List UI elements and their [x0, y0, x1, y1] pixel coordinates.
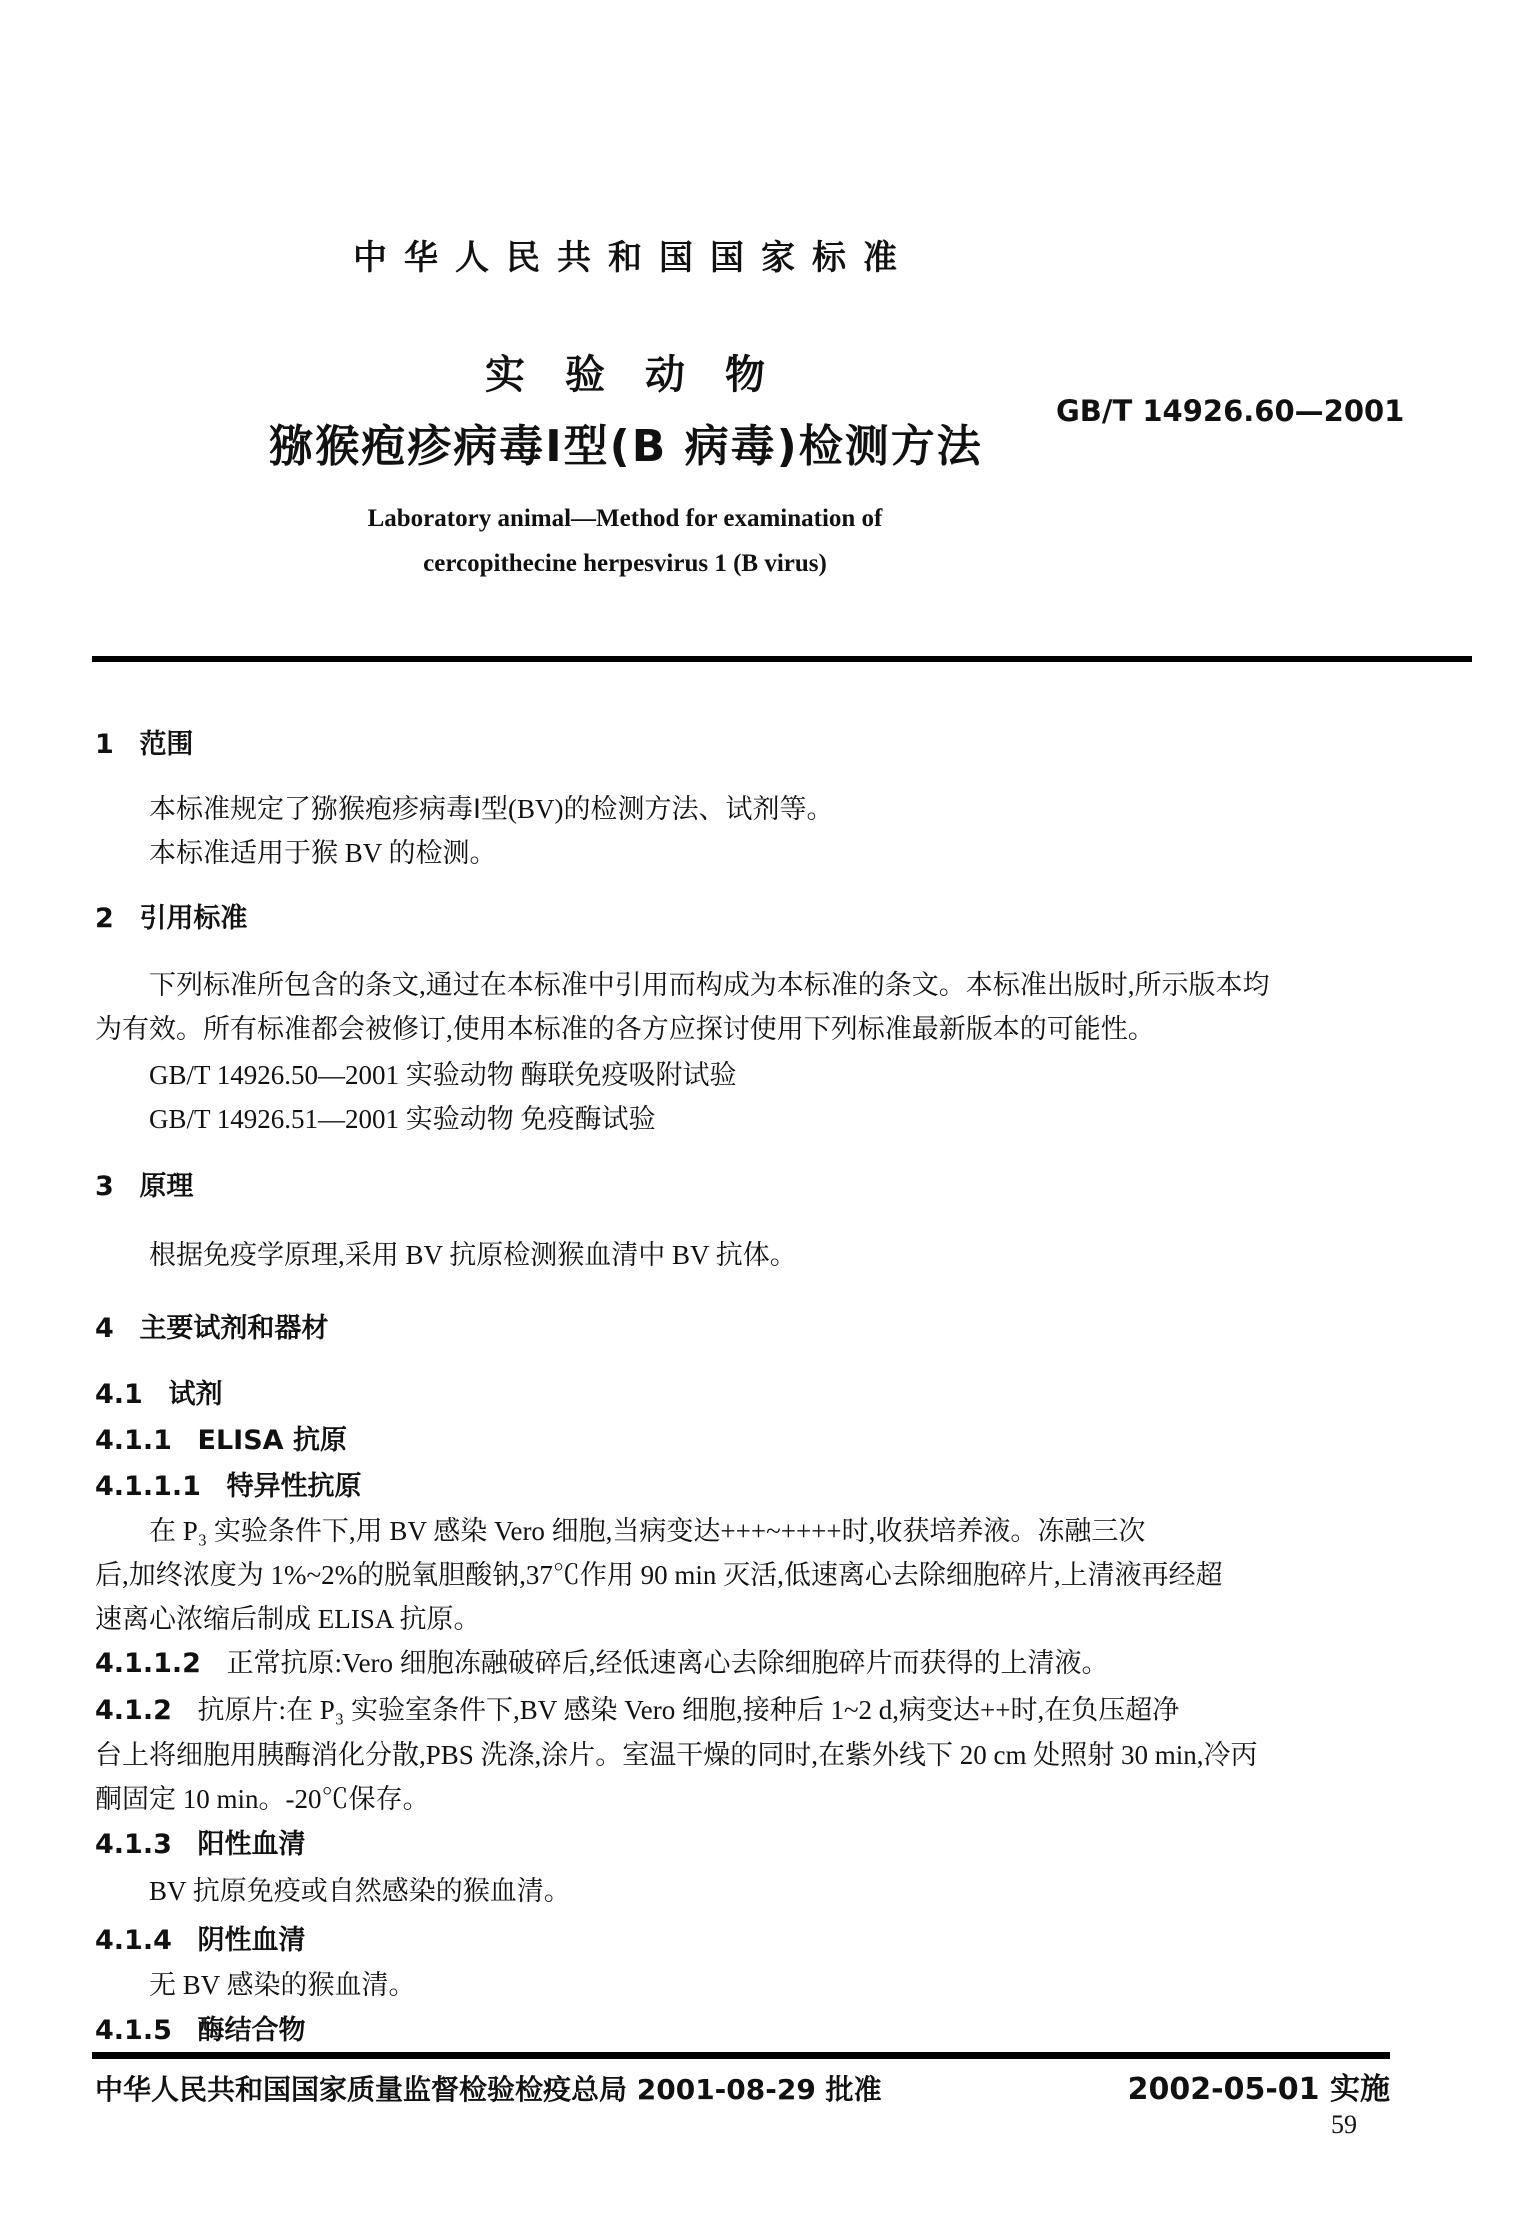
clause-4-1-2-line-1: 4.1.2 抗原片:在 P₃ 实验室条件下,BV 感染 Vero 细胞,接种后 1~2 d,病变达++时,在负压超净	[95, 1695, 1180, 1726]
positive-serum-paragraph: BV 抗原免疫或自然感染的猴血清。	[149, 1876, 571, 1906]
approval-authority-and-date: 中华人民共和国国家质量监督检验检疫总局 2001-08-29 批准	[95, 2073, 882, 2106]
document-footer	[95, 2064, 1390, 2108]
clause-4-1-2-line-3: 酮固定 10 min。-20℃保存。	[95, 1784, 430, 1814]
clause-4-1-2-line-2: 台上将细胞用胰酶消化分散,PBS 洗涤,涂片。室温干燥的同时,在紫外线下 20 cm 处照射 30 min,冷丙	[95, 1740, 1258, 1770]
section-3-heading: 3 原理	[95, 1171, 194, 1202]
section-4-heading: 4 主要试剂和器材	[95, 1313, 329, 1344]
document-body	[95, 723, 1440, 2053]
page-number: 59	[1331, 2110, 1357, 2139]
references-paragraph-line-1: 下列标准所包含的条文,通过在本标准中引用而构成为本标准的条文。本标准出版时,所示版本均	[149, 970, 1270, 1000]
heading-4-1-1: 4.1.1 ELISA 抗原	[95, 1425, 347, 1456]
heading-4-1-1-1: 4.1.1.1 特异性抗原	[95, 1471, 362, 1502]
implementation-date: 2002-05-01 实施	[1127, 2072, 1390, 2107]
heading-4-1: 4.1 试剂	[95, 1379, 223, 1410]
principle-paragraph: 根据免疫学原理,采用 BV 抗原检测猴血清中 BV 抗体。	[149, 1240, 797, 1270]
title-chinese-line1: 实验动物	[485, 352, 805, 398]
title-english	[0, 496, 1250, 586]
section-1-heading: 1 范围	[95, 729, 194, 760]
section-2-heading: 2 引用标准	[95, 903, 248, 934]
title-chinese-line2: 猕猴疱疹病毒Ⅰ型(B 病毒)检测方法	[269, 421, 983, 472]
reference-gbt-14926-51: GB/T 14926.51—2001 实验动物 免疫酶试验	[149, 1104, 656, 1134]
specific-antigen-paragraph-line-2: 后,加终浓度为 1%~2%的脱氧胆酸钠,37℃作用 90 min 灭活,低速离心去除细胞碎片,上清液再经超	[95, 1560, 1223, 1590]
heading-4-1-5: 4.1.5 酶结合物	[95, 2015, 306, 2046]
heading-4-1-4: 4.1.4 阴性血清	[95, 1925, 306, 1956]
national-standard-label: 中华人民共和国国家标准	[353, 238, 914, 278]
specific-antigen-paragraph-line-1: 在 P₃ 实验条件下,用 BV 感染 Vero 细胞,当病变达+++~++++时,收获培养液。冻融三次	[149, 1516, 1146, 1546]
references-paragraph-line-2: 为有效。所有标准都会被修订,使用本标准的各方应探讨使用下列标准最新版本的可能性。	[95, 1014, 1155, 1044]
clause-4-1-1-2: 4.1.1.2 正常抗原:Vero 细胞冻融破碎后,经低速离心去除细胞碎片而获得的上清液。	[95, 1648, 1109, 1679]
title-english-line1: Laboratory animal—Method for examination of	[367, 505, 883, 532]
footer-divider-rule	[92, 2052, 1390, 2059]
standard-number: GB/T 14926.60—2001	[1056, 394, 1405, 428]
scope-paragraph-line-1: 本标准规定了猕猴疱疹病毒Ⅰ型(BV)的检测方法、试剂等。	[149, 794, 834, 824]
negative-serum-paragraph: 无 BV 感染的猴血清。	[149, 1970, 416, 2000]
header-divider-rule	[92, 656, 1472, 662]
heading-4-1-3: 4.1.3 阳性血清	[95, 1829, 306, 1860]
title-english-line2: cercopithecine herpesvirus 1 (B virus)	[423, 550, 827, 577]
specific-antigen-paragraph-line-3: 速离心浓缩后制成 ELISA 抗原。	[95, 1604, 481, 1634]
reference-gbt-14926-50: GB/T 14926.50—2001 实验动物 酶联免疫吸附试验	[149, 1060, 737, 1090]
scope-paragraph-line-2: 本标准适用于猴 BV 的检测。	[149, 838, 497, 868]
